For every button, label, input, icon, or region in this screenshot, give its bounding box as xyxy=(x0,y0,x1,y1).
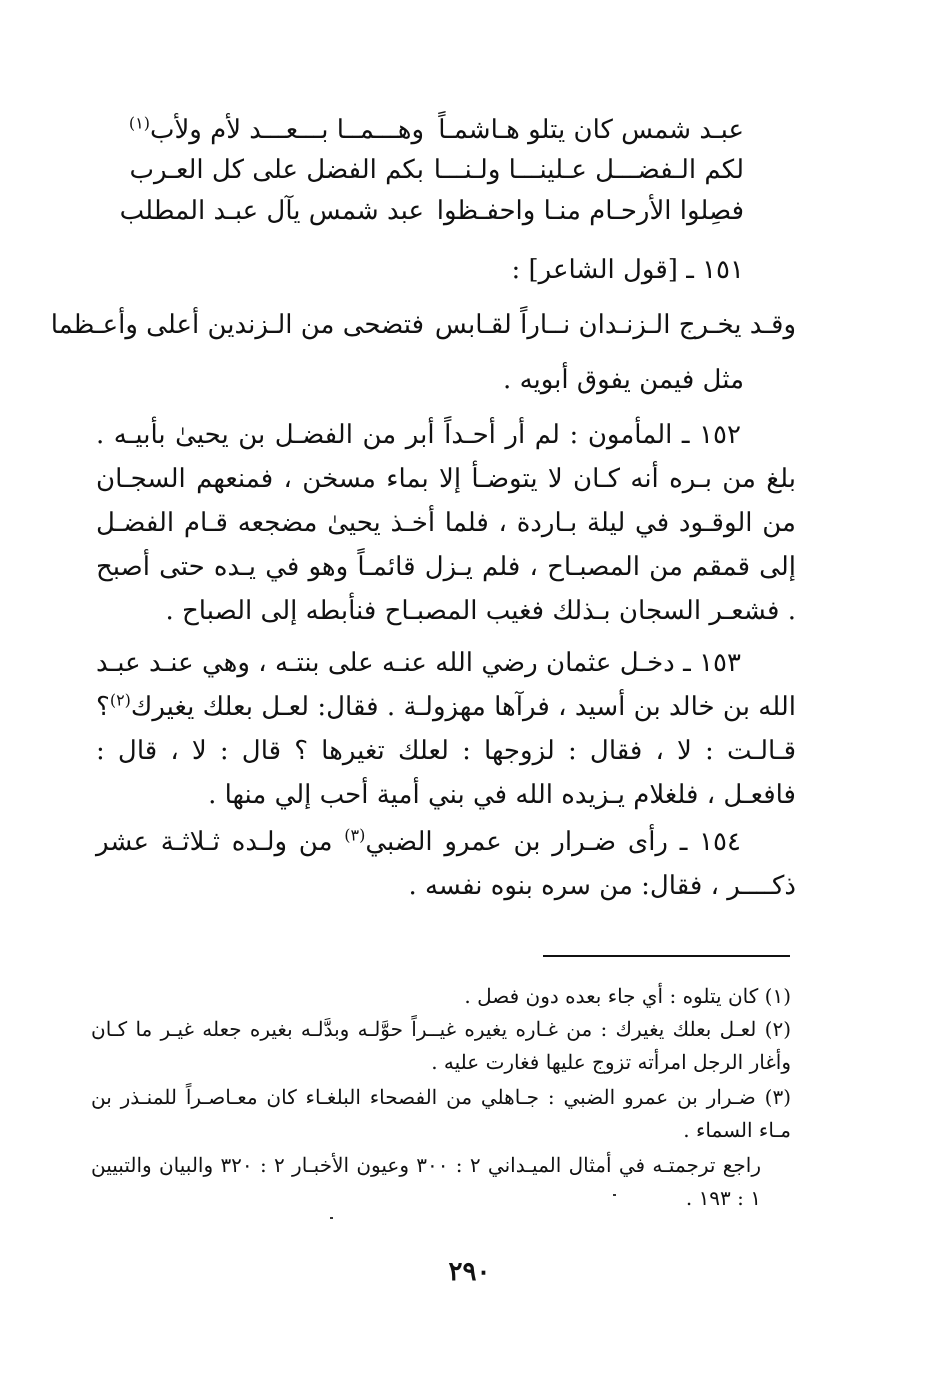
verse-hemistich-left: بكم الفضل على كل العـرب xyxy=(129,155,424,185)
footnote-ref-1: (١) xyxy=(128,113,150,133)
footnote-ref-3: (٣) xyxy=(344,825,366,845)
item-151-tail: مثل فيمن يفوق أبويه . xyxy=(503,365,744,395)
item-154-paragraph: ١٥٤ ـ رأى ضـرار بن عمرو الضبي$^{(٣)}$ من ولـده ثـلاثـة عشر ذكــــر ، فقال: من سره بنوه نفسه . xyxy=(96,825,796,901)
item-153-paragraph: ١٥٣ ـ دخـل عثمان رضي الله عنـه على بنتـه ، وهي عنـد عبـد الله بن خالد بن أسيد ، فرآها مهزولـة . فقال: لعـل بعلك يغيرك$^{(٢)}$؟ قـالـت : لا ، فقال : لزوجها : لعلك تغيرها ؟ قال : لا ، قال : فافعـل ، فلغلام يـزيده الله في بني أمية أحب إلي منها . xyxy=(96,648,796,810)
item-151-heading: ١٥١ ـ [قول الشاعر] : xyxy=(511,255,744,285)
footnote-reference: راجع ترجمتـه في أمثال الميـداني ٢ : ٣٠٠ وعيون الأخبـار ٢ : ٣٢٠ والبيان والتبيين ١ : ١٩٣ . xyxy=(91,1153,762,1210)
verse-hemistich-left: عبد شمس يآل عبـد المطلب xyxy=(119,196,424,226)
footnote-1: (١) كان يتلوه : أي جاء بعده دون فصل . xyxy=(464,984,791,1008)
page-number: ٢٩٠ xyxy=(448,1257,491,1287)
footnote-ref-2: (٢) xyxy=(109,690,131,710)
verse-hemistich-left: وهـــمــا بـــعـــد لأم ولأب$^{(١)}$ xyxy=(128,113,424,145)
verse-hemistich-right: فصِلوا الأرحـام منـا واحفـظوا xyxy=(436,196,744,226)
scan-speck xyxy=(613,1194,616,1196)
footnote-3: (٣) ضـرار بن عمرو الضبي : جـاهلي من الفصحاء البلغـاء كان معـاصـراً للمنـذر بن مـاء السماء . xyxy=(91,1085,791,1142)
footnote-divider xyxy=(543,955,790,957)
footnote-2: (٢) لعـل بعلك يغيرك : من غـاره يغيره غيــراً حوَّلـه وبدَّلـه بغيره جعله غيـر ما كـان وأغار الرجل امرأته تزوج عليها فغارت عليه . xyxy=(91,1017,791,1074)
item-152-paragraph: ١٥٢ ـ المأمون : لم أر أحـداً أبر من الفضـل بن يحيىٰ بأبيـه . بلغ من بـره أنه كـان لا يتوضـأ إلا بماء مسخن ، فمنعهم السجـان من الوقـود في ليلة بـاردة ، فلما أخـذ يحيىٰ مضجعه قـام الفضـل إلى قمقم من المصبـاح ، فلم يـزل قائمـاً وهو في يـده حتى أصبح . فشعـر السجان بـذلك فغيب المصبـاح فنأبطه إلى الصباح . xyxy=(96,420,796,626)
scan-speck xyxy=(330,1217,333,1219)
verse-hemistich-right: وقـد يخـرج الـزنـدان نــاراً لقـابس xyxy=(434,310,796,340)
verse-hemistich-left: فتضحى من الـزندين أعلى وأعـظما xyxy=(50,310,424,340)
verse-hemistich-right: عبـد شمس كان يتلو هـاشمـاً xyxy=(438,115,744,145)
verse-hemistich-right: لكم الـفضـــل عـلينـــا ولـنـــا xyxy=(433,155,744,185)
